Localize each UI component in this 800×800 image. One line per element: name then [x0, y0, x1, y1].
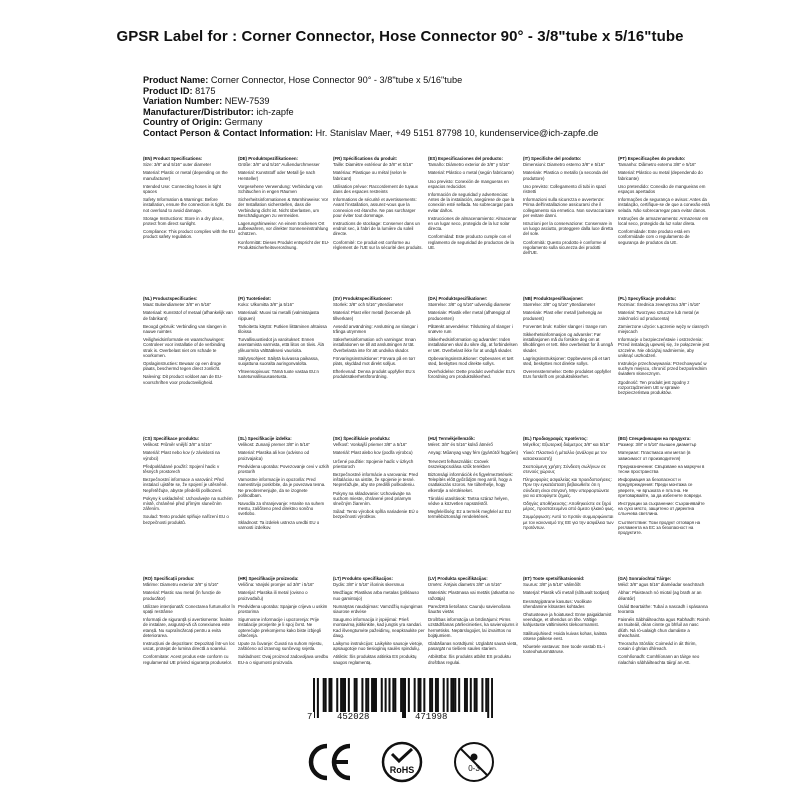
spec-paragraph: Lagringsinstruksjoner: Oppbevares på et tørt sted, beskyttes mot direkte sollys. — [523, 355, 610, 367]
barcode-group-1: 452028 — [337, 712, 370, 722]
spec-section-title: (HU) Termékjellemzők: — [428, 436, 476, 441]
spec-section-title: (GA) Sonraíochtaí Táirge: — [618, 576, 672, 581]
spec-section-title: (ES) Especificaciones del producto: — [428, 156, 503, 161]
spec-section — [333, 436, 428, 576]
header-value: NEW-7539 — [224, 96, 270, 106]
barcode-bar — [423, 678, 425, 712]
spec-paragraph: Súlad: Tento výrobok spĺňa nariadenie EÚ o bezpečnosti výrobkov. — [333, 509, 419, 520]
barcode-bar — [323, 678, 325, 712]
spec-paragraph: Materiaali: Muovi tai metalli (valmistajasta riippuen) — [238, 310, 320, 321]
spec-paragraph: Navodila za shranjevanje: Hranite na suhem mestu, zaščiteno pred direktno sončno svetlobo. — [238, 501, 325, 517]
spec-paragraph: Comhlíonadh: Comhlíonann an táirge seo rialachán sábháilteachta táirgí an AE. — [618, 654, 700, 665]
spec-paragraph: Laikymo instrukcijos: Laikykite sausoje vietoje, apsaugotoje nuo tiesioginių saulės spindulių. — [333, 641, 424, 652]
spec-paragraph: Anyag: Műanyag vagy fém (gyártótól függően) — [428, 450, 519, 456]
spec-paragraph: Sikkerhetsinformasjon og advarsler: Før installasjonen må du forsikre deg om at tilkoblingen er tett. Ikke overbelast for å unngå skader. — [523, 332, 613, 353]
spec-section-title: (DE) Produktspezifikationen: — [238, 156, 299, 161]
spec-paragraph: Sigurnosne informacije i upozorenja: Prije instalacije provjerite je li spoj čvrst. Ne opterećujte prekomjerno kako biste izbjegli oštećenja. — [238, 617, 321, 638]
barcode-bar — [392, 678, 394, 712]
spec-paragraph: Saugumo informacija ir įspėjimai: Prieš montavimą įsitikinkite, kad jungtis yra sandari. Kad išvengtumėte pažeidimų, neapkraukite per daug. — [333, 617, 425, 638]
barcode-bar — [328, 678, 330, 712]
spec-paragraph: Informații de siguranță și avertismente: Înainte de instalare, asigurați-vă că conexiunea este etanșă. Nu supraîncărcați pentru a evita deteriorarea. — [143, 617, 233, 638]
spec-paragraph: Инструкции за съхранение: Съхранявайте на сухо място, защитено от директна слънчева светлина. — [618, 501, 705, 517]
header-key: Product ID: — [143, 85, 193, 96]
spec-paragraph: Tamaño: Diámetro exterior de 3/8" y 5/16" — [428, 162, 510, 168]
spec-paragraph: Sicherheitsinformationen & Warnhinweise: Vor der Installation sicherstellen, dass die Verbindung dicht ist. Nicht überlasten, um Beschädigungen zu vermeiden. — [238, 197, 329, 218]
spec-paragraph: Conformità: Questo prodotto è conforme al regolamento sulla sicurezza dei prodotti dell'UE. — [523, 239, 607, 256]
spec-paragraph: Veiligheidsinformatie en waarschuwingen: Controleer voor installatie of de verbinding strak is. Overbelast niet om schade te voorkomen. — [143, 337, 226, 358]
spec-paragraph: Megfelelőség: Ez a termék megfelel az EU termékbiztonsági rendeletének. — [428, 509, 511, 520]
spec-paragraph: Izmērs: Ārējais diametrs 3/8" un 5/16" — [428, 582, 502, 588]
header-key: Variation Number: — [143, 96, 223, 106]
spec-grid-row — [143, 436, 713, 576]
spec-paragraph: Glabāšanas norādījumi: Uzglabāt sausā vietā, pasargāt no tiešiem saules stariem. — [428, 641, 518, 652]
spec-paragraph: Utilizare intenționată: Conectarea furtunurilor în spații restrânse — [143, 603, 236, 615]
spec-paragraph: Overholdelse: Dette produkt overholder EU's forordning om produktsikkerhed. — [428, 369, 515, 380]
spec-paragraph: Konformität: Dieses Produkt entspricht der EU-Produktsicherheitsverordnung. — [238, 239, 330, 250]
spec-paragraph: Instrucțiuni de depozitare: Depozitați într-un loc uscat, protejat de lumina directă a soarelui. — [143, 641, 235, 652]
spec-paragraph: Instruções de armazenamento: Armazenar em local seco, protegido da luz solar direta. — [618, 215, 709, 227]
spec-paragraph: Soulad: Tento produkt splňuje nařízení EU o bezpečnosti produktů. — [143, 514, 229, 525]
spec-section-title: (DA) Produktspecifikationer: — [428, 296, 488, 301]
ce-mark-icon — [306, 740, 354, 789]
header-row — [143, 117, 598, 128]
spec-paragraph: Предназначение: Свързване на маркучи в тесни пространства — [618, 463, 705, 475]
spec-paragraph: Méid: 3/8" agus 5/16" diaméadar seachtrach — [618, 582, 705, 588]
barcode-bar — [474, 678, 476, 712]
spec-paragraph: Opbevaringsinstruktioner: Opbevares et tørt sted, beskyttes mod direkte sollys. — [428, 355, 514, 367]
spec-paragraph: Predvidena uporaba: Povezovanje cevi v ozkih prostorih — [238, 463, 330, 475]
spec-paragraph: Předpokládané použití: Spojení hadic v těsných prostorech — [143, 463, 220, 475]
spec-section-title: (RO) Specificații produs: — [143, 576, 195, 581]
spec-paragraph: Informações de segurança e avisos: Antes da instalação, certifique-se de que a conexão está selada. Não sobrecarregar para evitar danos. — [618, 197, 710, 213]
spec-paragraph: Veľkosť: Vonkajší priemer 3/8" a 5/16" — [333, 442, 407, 448]
spec-paragraph: Faisnéis Sábháilteachta agus Rabhadh: Roimh an tsuiteáil, déan cinnte go bhfuil an nasc dlúth. Ná ró-ualaigh chun damáiste a sheachaint. — [618, 617, 710, 638]
spec-section — [428, 436, 523, 576]
barcode-bar — [437, 678, 439, 712]
spec-paragraph: Zamierzone użycie: Łączenie węży w ciasnych miejscach — [618, 323, 709, 335]
spec-paragraph: Sikkerhedsinformation og advarsler: Inden installationen skal du sikre dig, at forbindelsen er tæt. Overbelast ikke for at undgå skader. — [428, 337, 518, 353]
spec-paragraph: Utilisation prévue: Raccordement de tuyaux dans des espaces restreints — [333, 183, 418, 195]
spec-section — [238, 156, 333, 296]
spec-paragraph: Material: Plástico ou metal (dependendo do fabricante) — [618, 170, 703, 181]
spec-paragraph: Påtænkt anvendelse: Tilslutning af slanger i snævre rum — [428, 323, 513, 335]
spec-paragraph: Sukladnost: Ovaj proizvod zadovoljava uredbu EU-a o sigurnosti proizvoda. — [238, 654, 329, 665]
header-value: Hr. Stanislav Maer, +49 5151 87798 10, kundenservice@ich-zapfe.de — [315, 127, 599, 138]
barcode-bar — [481, 678, 483, 712]
spec-paragraph: Matériau: Plastique ou métal (selon le fabricant) — [333, 170, 407, 181]
spec-paragraph: Maat: Buitendiameter 3/8" en 5/16" — [143, 302, 212, 308]
spec-paragraph: Turvallisuustiedot ja varoitukset: Ennen asentamista varmista, että liitos on tiivis. Älä ylikuormita välttääksesi vaurioita. — [238, 337, 324, 353]
spec-paragraph: Tarkoitettu käyttö: Putkien liittäminen ahtaissa tiloissa — [238, 323, 327, 335]
barcode-bar — [385, 678, 387, 712]
barcode-bar — [470, 678, 472, 712]
spec-section-title: (EN) Product Specifications: — [143, 156, 203, 161]
spec-paragraph: Informacje o bezpieczeństwie i ostrzeżenia: Przed instalacją upewnij się, że połączenie jest szczelne. Nie obciążaj nadmiernie, aby uniknąć uszkodzeń. — [618, 337, 710, 358]
barcode-bar — [429, 678, 431, 712]
spec-paragraph: Размер: 3/8" и 5/16" външен диаметър — [618, 442, 697, 448]
spec-paragraph: Materiál: Plast alebo kov (podľa výrobcu) — [333, 450, 413, 456]
barcode-bar — [356, 678, 358, 712]
barcode-bar — [394, 678, 396, 712]
spec-section — [238, 436, 333, 576]
header-row — [143, 96, 598, 107]
barcode-bar — [344, 678, 346, 712]
barcode-bar — [408, 678, 410, 712]
spec-paragraph: Størrelse: 3/8" og 5/16" udvendig diameter — [428, 302, 511, 308]
spec-section — [428, 296, 523, 436]
spec-paragraph: Dimensioni: Diametro esterno 3/8" e 5/16" — [523, 162, 605, 168]
product-header — [143, 75, 598, 138]
spec-section-title: (SV) Produktspecifikationer: — [333, 296, 393, 301]
svg-text:RoHS: RoHS — [389, 765, 415, 775]
spec-paragraph: Μέγεθος: Εξωτερική διάμετρος 3/8" και 5/16" — [523, 442, 610, 448]
spec-paragraph: Συμμόρφωση: Αυτό το προϊόν συμμορφώνεται με τον κανονισμό της ΕΕ για την ασφάλεια των προϊόντων. — [523, 514, 614, 530]
spec-section — [333, 296, 428, 436]
spec-paragraph: Mărime: Diametru exterior 3/8" și 5/16" — [143, 582, 219, 588]
barcode-bar — [373, 678, 375, 712]
spec-paragraph: Upute za čuvanje: Čuvati na suhom mjestu, zaštićeno od izravnog sunčevog svjetla. — [238, 641, 323, 652]
barcode-bar — [435, 678, 437, 712]
barcode-bar — [361, 678, 363, 712]
header-row — [143, 128, 598, 139]
spec-paragraph: Dydis: 3/8" ir 5/16" išorinis skersmuo — [333, 582, 405, 588]
spec-paragraph: Pokyny k uskladnění: Uchovávejte na suchém místě, chráněné před přímým slunečním zářením. — [143, 495, 233, 512]
spec-section — [143, 296, 238, 436]
svg-text:0-3: 0-3 — [468, 764, 480, 773]
spec-paragraph: Atbilstība: Šis produkts atbilst ES produktu drošības regulai. — [428, 654, 511, 665]
header-key: Manufacturer/Distributor: — [143, 106, 254, 117]
spec-section-title: (HR) Specifikacije proizvoda: — [238, 576, 299, 581]
spec-paragraph: Varnostne informacije in opozorila: Pred namestitvijo poskrbite, da je povezava tesna. Ne preobremenjujte, da se izognete poškodbam. — [238, 477, 326, 498]
barcode-bar — [414, 678, 416, 712]
spec-paragraph: Materiale: Plastica o metallo (a seconda del produttore) — [523, 170, 608, 181]
spec-section-title: (LV) Produkta specifikācijas: — [428, 576, 488, 581]
barcode-bar — [371, 678, 373, 712]
spec-paragraph: Bezpečnostní informace a varování: Před instalací ujistěte se, že spojení je utěsněné. Nepřetěžujte, abyste předešli poškození. — [143, 477, 228, 493]
barcode-bar — [348, 678, 350, 712]
barcode-bar — [419, 678, 421, 712]
spec-paragraph: Medžiaga: Plastikas arba metalas (priklauso nuo gamintojo) — [333, 590, 419, 601]
spec-paragraph: Informations de sécurité et avertissements: Avant l'installation, assurez-vous que la connexion est étanche. Ne pas surcharger pour éviter tout dommage. — [333, 197, 417, 218]
spec-paragraph: Conformidade: Este produto está em conformidade com o regulamento de segurança de produtos da UE. — [618, 229, 690, 245]
header-value: Corner Connector, Hose Connector 90° - 3/8"tube x 5/16"tube — [210, 75, 463, 85]
spec-paragraph: Biztonsági információk és figyelmeztetések: Telepítés előtt győződjön meg arról, hogy a csatlakozás szoros. Ne túlterhelje, hogy elkerülje a sérüléseket. — [428, 472, 513, 493]
barcode-bar — [367, 678, 369, 712]
spec-paragraph: Pokyny na skladovanie: Uchovávajte na suchom mieste, chránené pred priamym slnečným žiarením. — [333, 490, 412, 507]
spec-paragraph: Efterlevnad: Denna produkt uppfyller EU:s produktsäkerhetsförordning. — [333, 369, 416, 380]
spec-paragraph: Size: 3/8" and 5/16" outer diameter — [143, 162, 212, 168]
spec-paragraph: Vorgesehene Verwendung: Verbindung von Schläuchen in engen Räumen — [238, 183, 323, 195]
spec-paragraph: Bezpečnostné informácie a varovania: Pred inštaláciou sa uistite, že spojenie je tesné. Nepreťažujte, aby ste predišli poškodeniu. — [333, 472, 418, 488]
spec-section-title: (BG) Спецификации на продукта: — [618, 436, 691, 441]
spec-section — [618, 156, 713, 296]
spec-paragraph: Material: Plastic or metal (depending on the manufacturer) — [143, 170, 228, 181]
spec-section-title: (IT) Specifiche del prodotto: — [523, 156, 582, 161]
barcode-bar — [464, 678, 466, 712]
spec-paragraph: Avsedd användning: Anslutning av slangar i trånga utrymmen — [333, 323, 418, 335]
spec-paragraph: Materjal: Plastik või metall (sõltuvalt tootjast) — [523, 590, 610, 596]
spec-paragraph: Drošības informācija un brīdinājumi: Pirms uzstādīšanas pārliecinieties, ka savienojums ir hermētisks. Nepārslogojiet, lai izvairītos no bojājumiem. — [428, 617, 519, 638]
spec-paragraph: Информация за безопасност и предупреждения: Преди монтажа се уверете, че връзката е плътна. Не претоварвайте, за да избегнете повреди. — [618, 477, 703, 498]
spec-paragraph: Material: Plastic sau metal (în funcție de producător) — [143, 590, 221, 601]
barcode-bar — [354, 678, 356, 712]
spec-paragraph: Material: Plástico o metal (según fabricante) — [428, 170, 514, 176]
spec-paragraph: Predviđena uporaba: Spajanje crijeva u uskim prostorima — [238, 603, 328, 615]
spec-paragraph: Πληροφορίες ασφαλείας και προειδοποιήσεις: Πριν την εγκατάσταση βεβαιωθείτε ότι η σύνδεση είναι στεγανή. Μην υπερφορτώνετε για να αποφύγετε ζημιές. — [523, 477, 612, 498]
spec-paragraph: Οδηγίες αποθήκευσης: Αποθηκεύστε σε ξηρό μέρος, προστατευμένο από άμεσο ηλιακό φως. — [523, 501, 615, 512]
spec-section — [428, 156, 523, 296]
spec-paragraph: Conformidad: Este producto cumple con el reglamento de seguridad de productos de la UE. — [428, 234, 514, 250]
spec-section-title: (PT) Especificações do produto: — [618, 156, 686, 161]
spec-section-title: (LT) Produkto specifikacijos: — [333, 576, 393, 581]
barcode-bar — [381, 678, 383, 712]
header-row — [143, 86, 598, 97]
spec-paragraph: Nõuetele vastavus: See toode vastab EL-i tooteohutusmääruse. — [523, 644, 605, 655]
spec-paragraph: Velikost: Průměr vnější 3/8" a 5/16" — [143, 442, 212, 448]
header-key: Product Name: — [143, 75, 209, 85]
spec-paragraph: Overensstemmelse: Dette produktet oppfyller EUs forskrift om produktsikkerhet. — [523, 369, 612, 380]
barcode-group-2: 471998 — [415, 712, 448, 722]
header-row — [143, 75, 598, 86]
header-row — [143, 107, 598, 118]
spec-section — [523, 436, 618, 576]
spec-section — [523, 296, 618, 436]
spec-section — [618, 436, 713, 576]
header-key: Contact Person & Contact Information: — [143, 127, 313, 138]
spec-paragraph: Material: Plastika ali kov (odvisno od proizvajalca) — [238, 450, 310, 461]
spec-paragraph: Säilytysohjeet: Säilytä kuivassa paikassa, suojattuna suoralta auringonvalolta. — [238, 355, 319, 367]
spec-paragraph: Förvaringsinstruktioner: Förvara på en torr plats, skyddad mot direkt solljus. — [333, 355, 416, 367]
spec-section — [618, 576, 713, 716]
spec-section-title: (PL) Specyfikacje produktu: — [618, 296, 677, 301]
spec-paragraph: Numatytas naudojimas: Vamzdžių sujungimas siaurose erdvėse — [333, 603, 423, 615]
barcode-bar — [330, 678, 332, 712]
spec-section-title: (SK) Špecifikácie produktu: — [333, 436, 391, 441]
spec-grid — [143, 156, 713, 716]
spec-paragraph: Conformitate: Acest produs este conform cu regulamentul UE privind siguranța produselor. — [143, 654, 233, 665]
spec-paragraph: Beoogd gebruik: Verbinding van slangen in nauwe ruimtes — [143, 323, 227, 335]
spec-paragraph: Materiale: Plast eller metall (avhengig av produsent) — [523, 310, 603, 321]
barcode-bar — [485, 678, 487, 712]
spec-paragraph: Určené použitie: Spojenie hadíc v úzkych priestoroch — [333, 458, 414, 469]
spec-paragraph: Materiał: Tworzywo sztuczne lub metal (w zależności od producenta) — [618, 310, 699, 321]
header-value: ich-zapfe — [256, 106, 294, 117]
spec-section — [143, 436, 238, 576]
spec-paragraph: Ábhar: Plaisteach nó miotal (ag brath ar an déantóir) — [618, 590, 702, 601]
barcode-bar — [466, 678, 468, 712]
spec-paragraph: Storage Instructions: Store in a dry place, protect from direct sunlight. — [143, 215, 224, 227]
barcode-bar — [454, 678, 456, 712]
spec-paragraph: Treoracha Stórála: Coimeád in áit thirim, cosain ó ghrian dhíreach. — [618, 641, 697, 652]
spec-paragraph: Yhteensopivuus: Tämä tuote vastaa EU:n tuoteturvallisuusasetusta. — [238, 369, 319, 380]
spec-section-title: (SL) Specifikacije izdelka: — [238, 436, 292, 441]
spec-section-title: (CS) Specifikace produktu: — [143, 436, 200, 441]
spec-paragraph: Conformité: Ce produit est conforme au règlement de l'UE sur la sécurité des produits. — [333, 239, 423, 250]
spec-paragraph: Velikost: Zunanji premer 3/8" in 5/16" — [238, 442, 310, 448]
spec-paragraph: Uso previsto: Collegamento di tubi in spazi ristretti — [523, 183, 606, 195]
barcode-bar — [443, 678, 445, 712]
spec-paragraph: Storlek: 3/8" och 5/16" ytterdiameter — [333, 302, 404, 308]
spec-paragraph: Material: Kunststoff oder Metall (je nach Hersteller) — [238, 170, 316, 181]
spec-paragraph: Materiale: Plastik eller metal (afhængigt af producenten) — [428, 310, 510, 321]
spec-paragraph: Safety Information & Warnings: Before installation, ensure the connection is tight. Do not overload to avoid damage. — [143, 197, 232, 213]
spec-paragraph: Υλικό: Πλαστικό ή μέταλλο (ανάλογα με τον κατασκευαστή) — [523, 450, 607, 461]
rohs-icon — [380, 740, 424, 789]
spec-grid-row — [143, 296, 713, 436]
spec-paragraph: Naleving: Dit product voldoet aan de EU-voorschriften voor productveiligheid. — [143, 374, 223, 385]
spec-paragraph: Veličina: Vanjski promjer od 3/8" i 5/16" — [238, 582, 315, 588]
spec-paragraph: Intended Use: Connecting hoses in tight spaces — [143, 183, 221, 195]
spec-paragraph: Tervezett felhasználás: Csövek összekapcsolása szűk terekben — [428, 458, 490, 469]
spec-section — [523, 576, 618, 716]
spec-section-title: (NB) Produktspesifikasjoner: — [523, 296, 584, 301]
barcode-bar — [342, 678, 344, 712]
barcode-bar — [431, 678, 433, 712]
spec-paragraph: Materiāls: Plastmasa vai metāls (atkarībā no ražotāja) — [428, 590, 515, 601]
spec-paragraph: Instrukcje przechowywania: Przechowywać w suchym miejscu, chronić przed bezpośrednim światłem słonecznym. — [618, 361, 707, 377]
barcode-bar — [418, 678, 420, 712]
spec-paragraph: Material: Plast eller metall (beroende på tillverkare) — [333, 310, 411, 321]
spec-grid-row — [143, 156, 713, 296]
spec-paragraph: Tamanho: Diâmetro externo 3/8" e 5/16" — [618, 162, 697, 168]
spec-paragraph: Материал: Пластмаса или метал (в зависимост от производителя) — [618, 450, 691, 461]
barcode-bar — [458, 678, 460, 712]
spec-section — [143, 576, 238, 716]
spec-paragraph: Forventet bruk: Kobler slanger i trange rom — [523, 323, 607, 329]
header-value: 8175 — [195, 85, 216, 96]
barcode-bar — [375, 678, 377, 712]
compliance-marks — [300, 740, 510, 790]
not-for-children-0-3-icon — [452, 740, 496, 789]
spec-section-title: (EL) Προδιαγραφές προϊόντος: — [523, 436, 588, 441]
spec-paragraph: Lagerungshinweise: An einem trockenen Ort aufbewahren, vor direkter Sonneneinstrahlung schützen. — [238, 221, 329, 237]
spec-paragraph: Suurus: 3/8" ja 5/16" välimõõt — [523, 582, 581, 588]
spec-paragraph: Méret: 3/8" és 5/16" külső átmérő — [428, 442, 493, 448]
spec-section-title: (NL) Productspecificaties: — [143, 296, 198, 301]
spec-paragraph: Størrelse: 3/8" og 5/16" ytterdiameter — [523, 302, 596, 308]
spec-paragraph: Instructions de stockage: Conserver dans un endroit sec, à l'abri de la lumière du soleil directe. — [333, 221, 420, 237]
header-key: Country of Origin: — [143, 117, 223, 127]
barcode-bar — [476, 678, 478, 712]
spec-paragraph: Zgodność: Ten produkt jest zgodny z rozporządzeniem UE w sprawie bezpieczeństwa produktów. — [618, 379, 690, 396]
label-title: GPSR Label for : Corner Connector, Hose Connector 90° - 3/8"tube x 5/16"tube — [116, 28, 684, 45]
barcode-bar — [388, 678, 390, 712]
spec-paragraph: Materiaal: Kunststof of metaal (afhankelijk van de fabrikant) — [143, 310, 233, 321]
spec-paragraph: Säilitusjuhised: Hoida kuivas kohas, kaitsta otsese päikese eest. — [523, 630, 607, 641]
barcode-digits — [307, 712, 493, 724]
spec-paragraph: Materijal: Plastika ili metal (ovisno o proizvođaču) — [238, 590, 308, 601]
barcode-bar — [450, 678, 452, 712]
spec-section-title: (ET) Toote spetsifikatsioonid: — [523, 576, 585, 581]
spec-section — [523, 156, 618, 296]
spec-paragraph: Atitiktis: Šis produktas atitinka ES produktų saugos reglamentą. — [333, 654, 417, 665]
barcode-bar — [325, 678, 327, 712]
spec-paragraph: Tárolási utasítások: Tartsa száraz helyen, védve a közvetlen napsütéstől. — [428, 495, 509, 507]
spec-paragraph: Rozmiar: Średnica zewnętrzna 3/8" i 5/16" — [618, 302, 701, 308]
barcode-bar — [400, 678, 402, 712]
spec-section — [618, 296, 713, 436]
spec-section — [238, 296, 333, 436]
spec-paragraph: Säkerhetsinformation och varningar: Innan installationen se till att anslutningen är tät. Överbelasta inte för att undvika skador. — [333, 337, 416, 353]
barcode-left-digit: 7 — [307, 712, 313, 722]
spec-paragraph: Istruzioni per la conservazione: Conservare in un luogo asciutto, proteggere dalla luce diretta del sole. — [523, 221, 614, 237]
spec-section — [333, 156, 428, 296]
barcode-bar — [452, 678, 454, 712]
barcode-bar — [447, 678, 449, 712]
spec-paragraph: Ohutusteave ja hoiatused: Enne paigaldamist veenduge, et ühendus on tihe. Vältige kahjustuste vältimiseks ülekoormamist. — [523, 612, 612, 628]
spec-paragraph: Informazioni sulla sicurezza e avvertenze: Prima dell'installazione assicurarsi che il collegamento sia ermetico. Non sovraccaricare per evitare danni. — [523, 197, 615, 218]
spec-paragraph: Skladnost: Ta izdelek ustreza uredbi EU o varnosti izdelkov. — [238, 519, 320, 530]
barcode-bar — [365, 678, 367, 712]
spec-section-title: (FI) Tuotetiedot: — [238, 296, 272, 301]
spec-paragraph: Eesmärgipärane kasutus: Voolikute ühendamine kitsastes kohtades — [523, 598, 592, 609]
spec-paragraph: Koko: Ulkomitta 3/8" ja 5/16" — [238, 302, 294, 308]
spec-section-title: (FR) Spécifications du produit: — [333, 156, 398, 161]
spec-paragraph: Uso previsto: Conexión de mangueras en espacios reducidos — [428, 178, 509, 189]
spec-paragraph: Materiál: Plast nebo kov (v závislosti na výrobci) — [143, 450, 220, 461]
spec-paragraph: Opslaginstructies: Bewaar op een droge plaats, beschermd tegen direct zonlicht. — [143, 361, 222, 372]
spec-paragraph: Instrucciones de almacenamiento: Almacenar en un lugar seco, protegido de la luz solar directa. — [428, 215, 517, 232]
spec-paragraph: Paredzētā lietošana: Cauruļu savienošana šaurās vietās — [428, 603, 511, 615]
spec-paragraph: Größe: 3/8" und 5/16" Außendurchmesser — [238, 162, 320, 168]
spec-paragraph: Información de seguridad y advertencias: Antes de la instalación, asegúrese de que la conexión esté sellada. No sobrecargar para evitar daños. — [428, 192, 515, 213]
spec-paragraph: Úsáid Beartaithe: Tubaí a nascadh i spásanna teoranta — [618, 603, 708, 615]
spec-section — [143, 156, 238, 296]
barcode-bar — [340, 678, 342, 712]
spec-paragraph: Съответствие: Този продукт отговаря на регламента на ЕС за безопасност на продуктите. — [618, 519, 701, 536]
spec-paragraph: Σκοπούμενη χρήση: Σύνδεση σωλήνων σε στενούς χώρους — [523, 463, 606, 475]
barcode-bar — [336, 678, 338, 712]
spec-paragraph: Uso pretendido: Conexão de mangueiras em espaços apertados — [618, 183, 706, 195]
header-value: Germany — [224, 117, 263, 127]
spec-paragraph: Compliance: This product complies with the EU product safety regulation. — [143, 229, 235, 240]
spec-paragraph: Taille: Diamètre extérieur de 3/8" et 5/16" — [333, 162, 413, 168]
